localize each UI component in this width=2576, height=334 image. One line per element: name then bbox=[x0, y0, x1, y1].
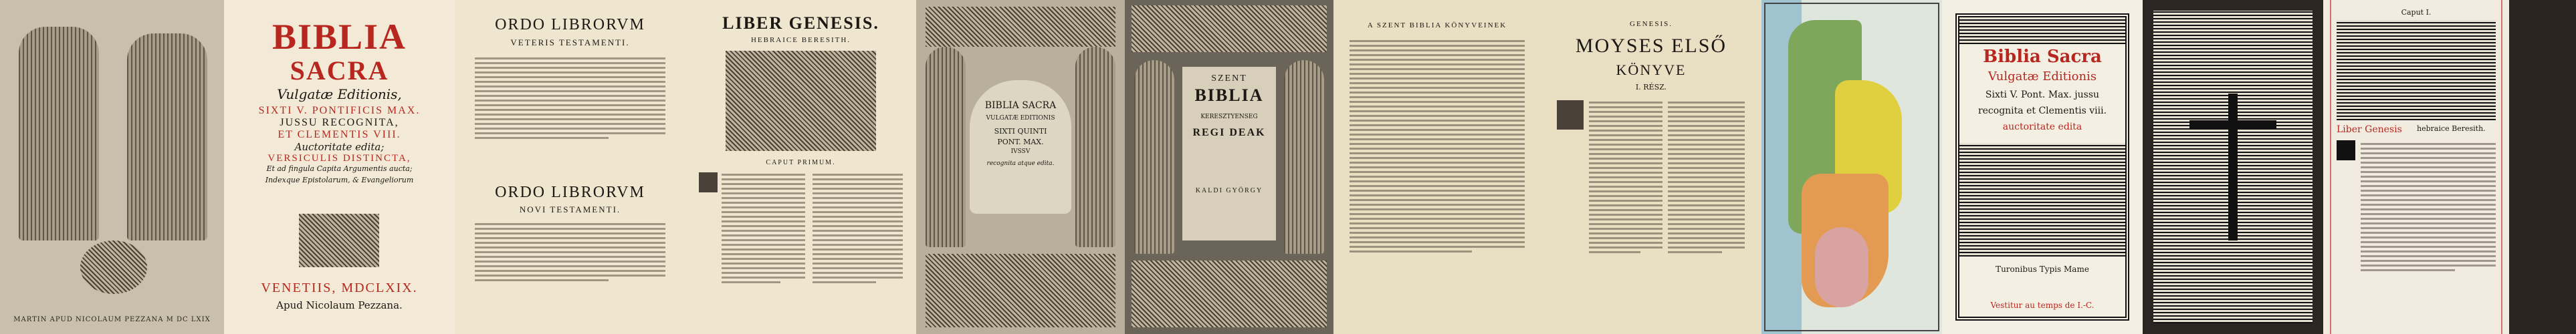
liber-genesis-page bbox=[685, 0, 916, 334]
sixti-line-3: SIXTI QUINTI bbox=[994, 127, 1047, 136]
szent-line-3: KERESZTYENSEG bbox=[1200, 114, 1258, 120]
imprint-city: VENETIIS, MDCLXIX. bbox=[261, 281, 418, 295]
christ-vignette bbox=[2337, 20, 2496, 120]
globe-engraving bbox=[80, 240, 147, 294]
genesis-chapter: CAPUT PRIMUM. bbox=[766, 159, 836, 166]
ordo-nt-heading: ORDO LIBRORVM bbox=[495, 184, 645, 201]
title-line-1: Vulgatæ Editionis, bbox=[277, 86, 402, 102]
title-line-4: ET CLEMENTIS VIII. bbox=[278, 129, 401, 140]
genesis-ornate-page bbox=[2323, 0, 2509, 334]
figure-left-evangelist bbox=[1134, 60, 1174, 254]
margin-rule-right bbox=[2501, 0, 2502, 334]
orn-line-5: auctoritate edita bbox=[2002, 122, 2082, 132]
moyses-column-left bbox=[1589, 99, 1662, 256]
map-frame bbox=[1764, 3, 1939, 331]
genesis-column-right bbox=[813, 171, 903, 286]
frontispiece-imprint: MARTIN APUD NICOLAUM PEZZANA M DC LXIX bbox=[13, 316, 211, 323]
ordo-nt-list bbox=[475, 220, 665, 284]
orn-footer: Vestitur au temps de I.-C. bbox=[1990, 301, 2095, 310]
ordo-vt-subheading: VETERIS TESTAMENTI. bbox=[510, 37, 630, 47]
imprint-publisher: Apud Nicolaum Pezzana. bbox=[276, 299, 403, 311]
genesis-title: LIBER GENESIS. bbox=[722, 13, 879, 33]
moyses-title-2: KÖNYVE bbox=[1616, 61, 1687, 78]
sixti-line-1: BIBLIA SACRA bbox=[984, 100, 1057, 111]
engraved-title-szent-biblia bbox=[1125, 0, 1333, 334]
title-line-5: Auctoritate edita; bbox=[294, 141, 385, 153]
title-line-2: SIXTI V. PONTIFICIS MAX. bbox=[258, 105, 421, 116]
genesis-ornate-text bbox=[2361, 140, 2496, 274]
figure-right-saint bbox=[1075, 47, 1115, 247]
title-line-7: Et ad fingula Capita Argumentis aucta; bbox=[266, 164, 413, 173]
sixti-line-4: PONT. MAX. bbox=[997, 138, 1044, 146]
cross-vertical bbox=[2228, 94, 2238, 240]
ornamental-title-page bbox=[1942, 0, 2143, 334]
genesis-caput: Caput I. bbox=[2401, 8, 2432, 17]
crucifixion-plate bbox=[2143, 0, 2323, 334]
margin-rule-left bbox=[2330, 0, 2331, 334]
ordo-vt-list bbox=[475, 55, 665, 142]
sixti-line-5: IVSSV bbox=[1010, 148, 1031, 155]
table-of-books-page bbox=[1333, 0, 1541, 334]
creation-woodcut bbox=[726, 51, 876, 151]
moyses-title: MOYSES ELSŐ bbox=[1575, 35, 1727, 57]
szent-line-5: KALDI GYÖRGY bbox=[1195, 187, 1263, 194]
table-rows bbox=[1350, 37, 1525, 255]
bottom-scene-engraving-2 bbox=[1132, 261, 1327, 327]
szent-line-2: BIBLIA bbox=[1194, 86, 1264, 105]
orn-line-3: Sixti V. Pont. Max. jussu bbox=[1985, 90, 2100, 100]
title-page-1669 bbox=[224, 0, 455, 334]
dropcap-initial bbox=[699, 172, 718, 192]
printer-device-ornament bbox=[299, 214, 379, 267]
ordo-vt-heading: ORDO LIBRORVM bbox=[495, 16, 645, 33]
title-line-3: JUSSU RECOGNITA, bbox=[280, 117, 399, 128]
moyses-dropcap bbox=[1557, 100, 1584, 130]
figure-left-saint bbox=[926, 47, 966, 247]
ornament-arcade bbox=[1959, 143, 2125, 257]
ordo-librorum-page bbox=[455, 0, 685, 334]
top-arch-engraving-2 bbox=[1132, 5, 1327, 52]
sixti-line-6: recognita atque edita. bbox=[986, 160, 1055, 167]
table-header: A SZENT BIBLIA KÖNYVEINEK bbox=[1367, 21, 1507, 29]
orn-line-1: Biblia Sacra bbox=[1983, 47, 2102, 67]
szent-line-4: REGI DEAK bbox=[1192, 127, 1266, 138]
orn-line-2: Vulgatæ Editionis bbox=[1988, 69, 2097, 84]
genesis-column-left bbox=[722, 171, 805, 286]
moyses-page bbox=[1541, 0, 1761, 334]
orn-line-6: Turonibus Typis Mame bbox=[1996, 265, 2089, 274]
frontispiece-engraving bbox=[0, 0, 224, 334]
szent-line-1: SZENT bbox=[1211, 73, 1247, 84]
moyses-running-head: GENESIS. bbox=[1630, 20, 1673, 28]
title-line-6: VERSICULIS DISTINCTA, bbox=[267, 153, 411, 164]
engraved-title-sixti bbox=[916, 0, 1125, 334]
palestine-map bbox=[1761, 0, 1942, 334]
figure-right-evangelist bbox=[1284, 60, 1324, 254]
genesis-subtitle: HEBRAICE BERESITH. bbox=[750, 36, 851, 44]
ordo-nt-subheading: NOVI TESTAMENTI. bbox=[519, 204, 621, 214]
title-biblia: BIBLIA bbox=[272, 17, 407, 57]
moyses-column-right bbox=[1668, 99, 1745, 256]
moyses-chapter: I. RÉSZ. bbox=[1635, 83, 1667, 92]
cross-horizontal bbox=[2189, 120, 2276, 128]
title-sacra: SACRA bbox=[290, 55, 389, 86]
bottom-scene-engraving bbox=[926, 254, 1115, 327]
title-line-8: Indexque Epistolarum, & Evangeliorum bbox=[265, 176, 414, 184]
genesis-ornate-title: Liber Genesis bbox=[2337, 124, 2402, 135]
sixti-line-2: VULGATÆ EDITIONIS bbox=[986, 115, 1055, 122]
top-arch-engraving bbox=[926, 7, 1115, 47]
genesis-ornate-subtitle: hebraice Beresith. bbox=[2417, 124, 2486, 133]
figure-left-pope bbox=[19, 27, 99, 240]
ornament-top bbox=[1959, 17, 2125, 44]
ornate-dropcap bbox=[2337, 140, 2355, 160]
figure-right-priest bbox=[127, 33, 207, 240]
orn-line-4: recognita et Clementis viii. bbox=[1977, 106, 2107, 116]
